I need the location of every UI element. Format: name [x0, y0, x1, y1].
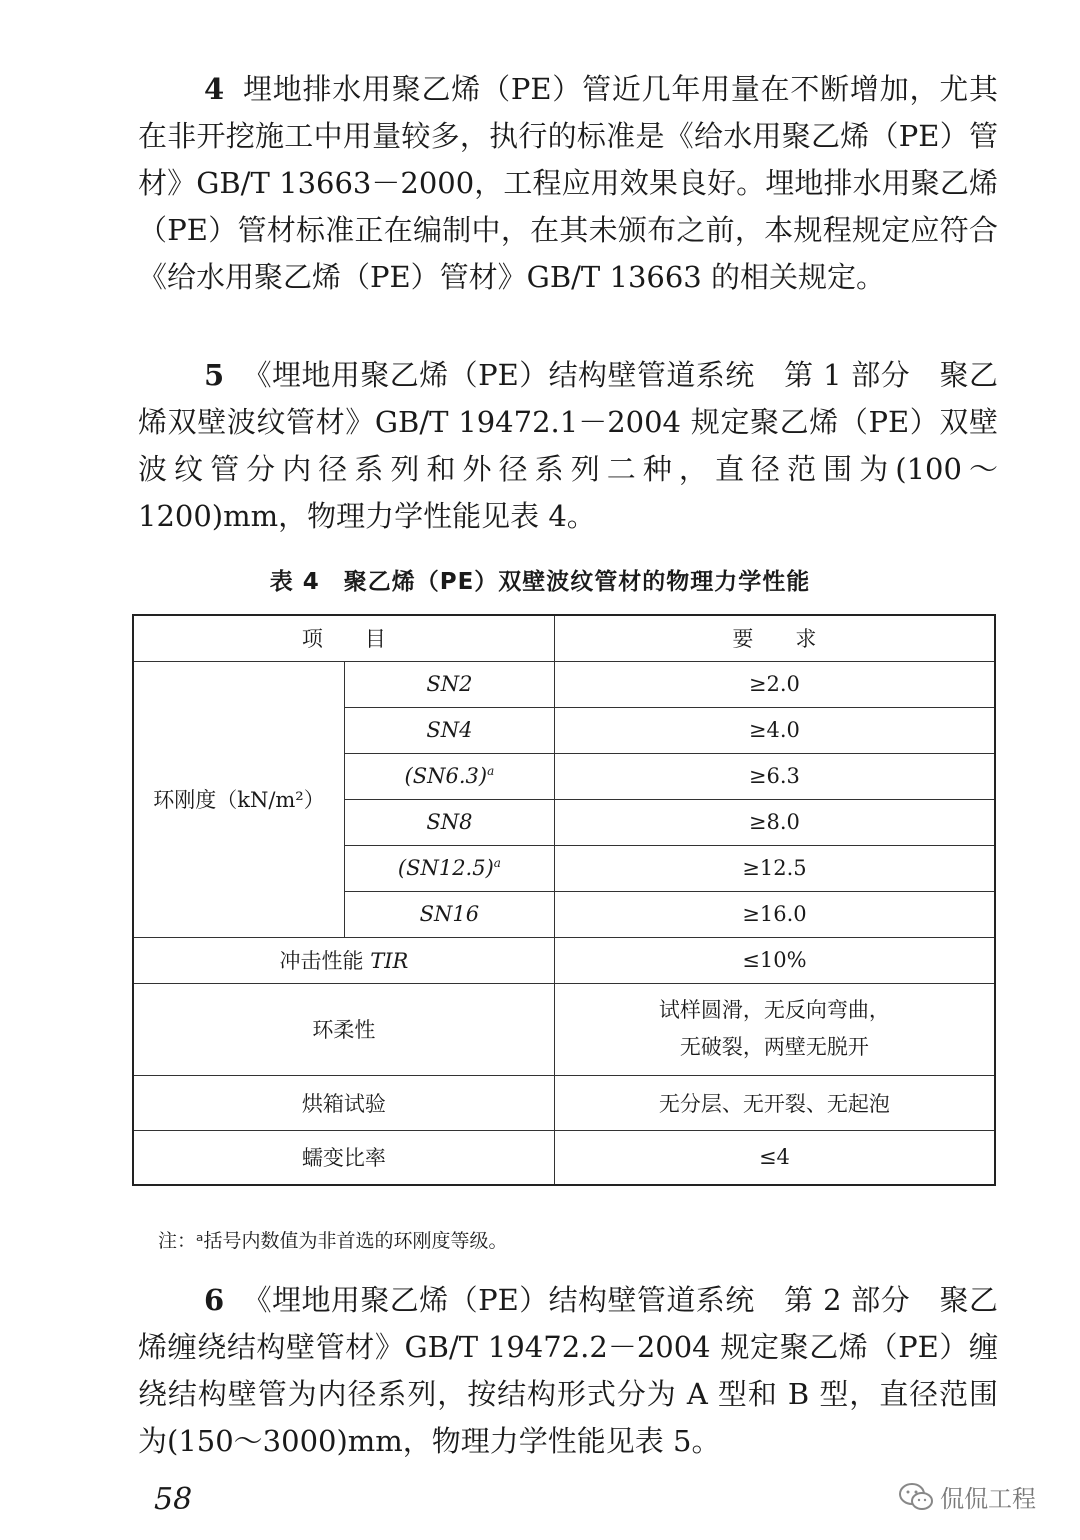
ring-value: ≥4.0: [554, 707, 995, 753]
impact-label: [133, 937, 554, 983]
impact-abbr: TIR: [370, 949, 409, 973]
paragraph-number: 4: [204, 72, 225, 106]
table-row: [133, 983, 995, 1075]
ring-grade: [344, 661, 554, 707]
ring-grade-name: SN4: [426, 718, 473, 742]
impact-label-text: 冲击性能: [279, 949, 364, 973]
header-requirement: 要 求: [554, 615, 995, 661]
paragraph-text: 埋地排水用聚乙烯（PE）管近几年用量在不断增加，尤其在非开挖施工中用量较多，执行的标准是《给水用聚乙烯（PE）管材》GB/T 13663－2000，工程应用效果良好。埋地排水用聚乙烯（PE）管材标准正在编制中，在其未颁布之前，本规程规定应符合《给水用聚乙烯（PE）管材》GB/T 13663 的相关规定。: [138, 72, 998, 294]
oven-test-value: 无分层、无开裂、无起泡: [554, 1075, 995, 1130]
paragraph-text: 《埋地用聚乙烯（PE）结构壁管道系统 第 2 部分 聚乙烯缠绕结构壁管材》GB/T 19472.2－2004 规定聚乙烯（PE）缠绕结构壁管为内径系列，按结构形式分为 A 型和 B 型，直径范围为(150～3000)mm，物理力学性能见表 5。: [138, 1283, 998, 1458]
table-note: 注：ᵃ括号内数值为非首选的环刚度等级。: [158, 1230, 508, 1252]
watermark-text: 侃侃工程: [940, 1485, 1036, 1513]
ring-value: ≥16.0: [554, 891, 995, 937]
flexibility-label: 环柔性: [133, 983, 554, 1075]
flexibility-value-line: 试样圆滑，无反向弯曲，: [658, 998, 890, 1022]
paragraph-number: 6: [204, 1283, 225, 1317]
paragraph-4: [138, 66, 998, 301]
oven-test-label: 烘箱试验: [133, 1075, 554, 1130]
ring-value: ≥6.3: [554, 753, 995, 799]
ring-grade: [344, 707, 554, 753]
flexibility-value: [554, 983, 995, 1075]
ring-value: ≥8.0: [554, 799, 995, 845]
ring-value: ≥12.5: [554, 845, 995, 891]
wechat-icon: [898, 1482, 934, 1512]
ring-grade: [344, 845, 554, 891]
header-item: 项 目: [133, 615, 554, 661]
ring-grade: [344, 753, 554, 799]
creep-ratio-label: 蠕变比率: [133, 1130, 554, 1185]
footnote-marker: a: [493, 856, 501, 870]
ring-grade-name: (SN6.3): [404, 764, 488, 788]
properties-table: [132, 614, 996, 1186]
ring-value: ≥2.0: [554, 661, 995, 707]
paragraph-number: 5: [204, 358, 225, 392]
watermark: [898, 1479, 1036, 1514]
paragraph-6: [138, 1277, 998, 1465]
ring-grade-name: (SN12.5): [397, 856, 494, 880]
ring-grade: [344, 891, 554, 937]
table-row: [133, 937, 995, 983]
ring-grade-name: SN2: [426, 672, 473, 696]
page-number: 58: [154, 1482, 193, 1517]
ring-stiffness-label: 环刚度（kN/m²）: [133, 661, 344, 937]
paragraph-text: 《埋地用聚乙烯（PE）结构壁管道系统 第 1 部分 聚乙烯双壁波纹管材》GB/T 19472.1－2004 规定聚乙烯（PE）双壁波纹管分内径系列和外径系列二种，直径范围为(100～1200)mm，物理力学性能见表 4。: [138, 358, 998, 533]
table-row: [133, 661, 995, 707]
flexibility-value-line: 无破裂，两壁无脱开: [679, 1035, 869, 1059]
paragraph-5: [138, 352, 998, 540]
ring-grade: [344, 799, 554, 845]
ring-grade-name: SN8: [426, 810, 473, 834]
ring-grade-name: SN16: [419, 902, 480, 926]
table-title: 表 4 聚乙烯（PE）双壁波纹管材的物理力学性能: [269, 569, 811, 595]
impact-value: ≤10%: [554, 937, 995, 983]
table-header-row: [133, 615, 995, 661]
creep-ratio-value: ≤4: [554, 1130, 995, 1185]
footnote-marker: a: [487, 764, 495, 778]
table-row: [133, 1130, 995, 1185]
table-row: [133, 1075, 995, 1130]
